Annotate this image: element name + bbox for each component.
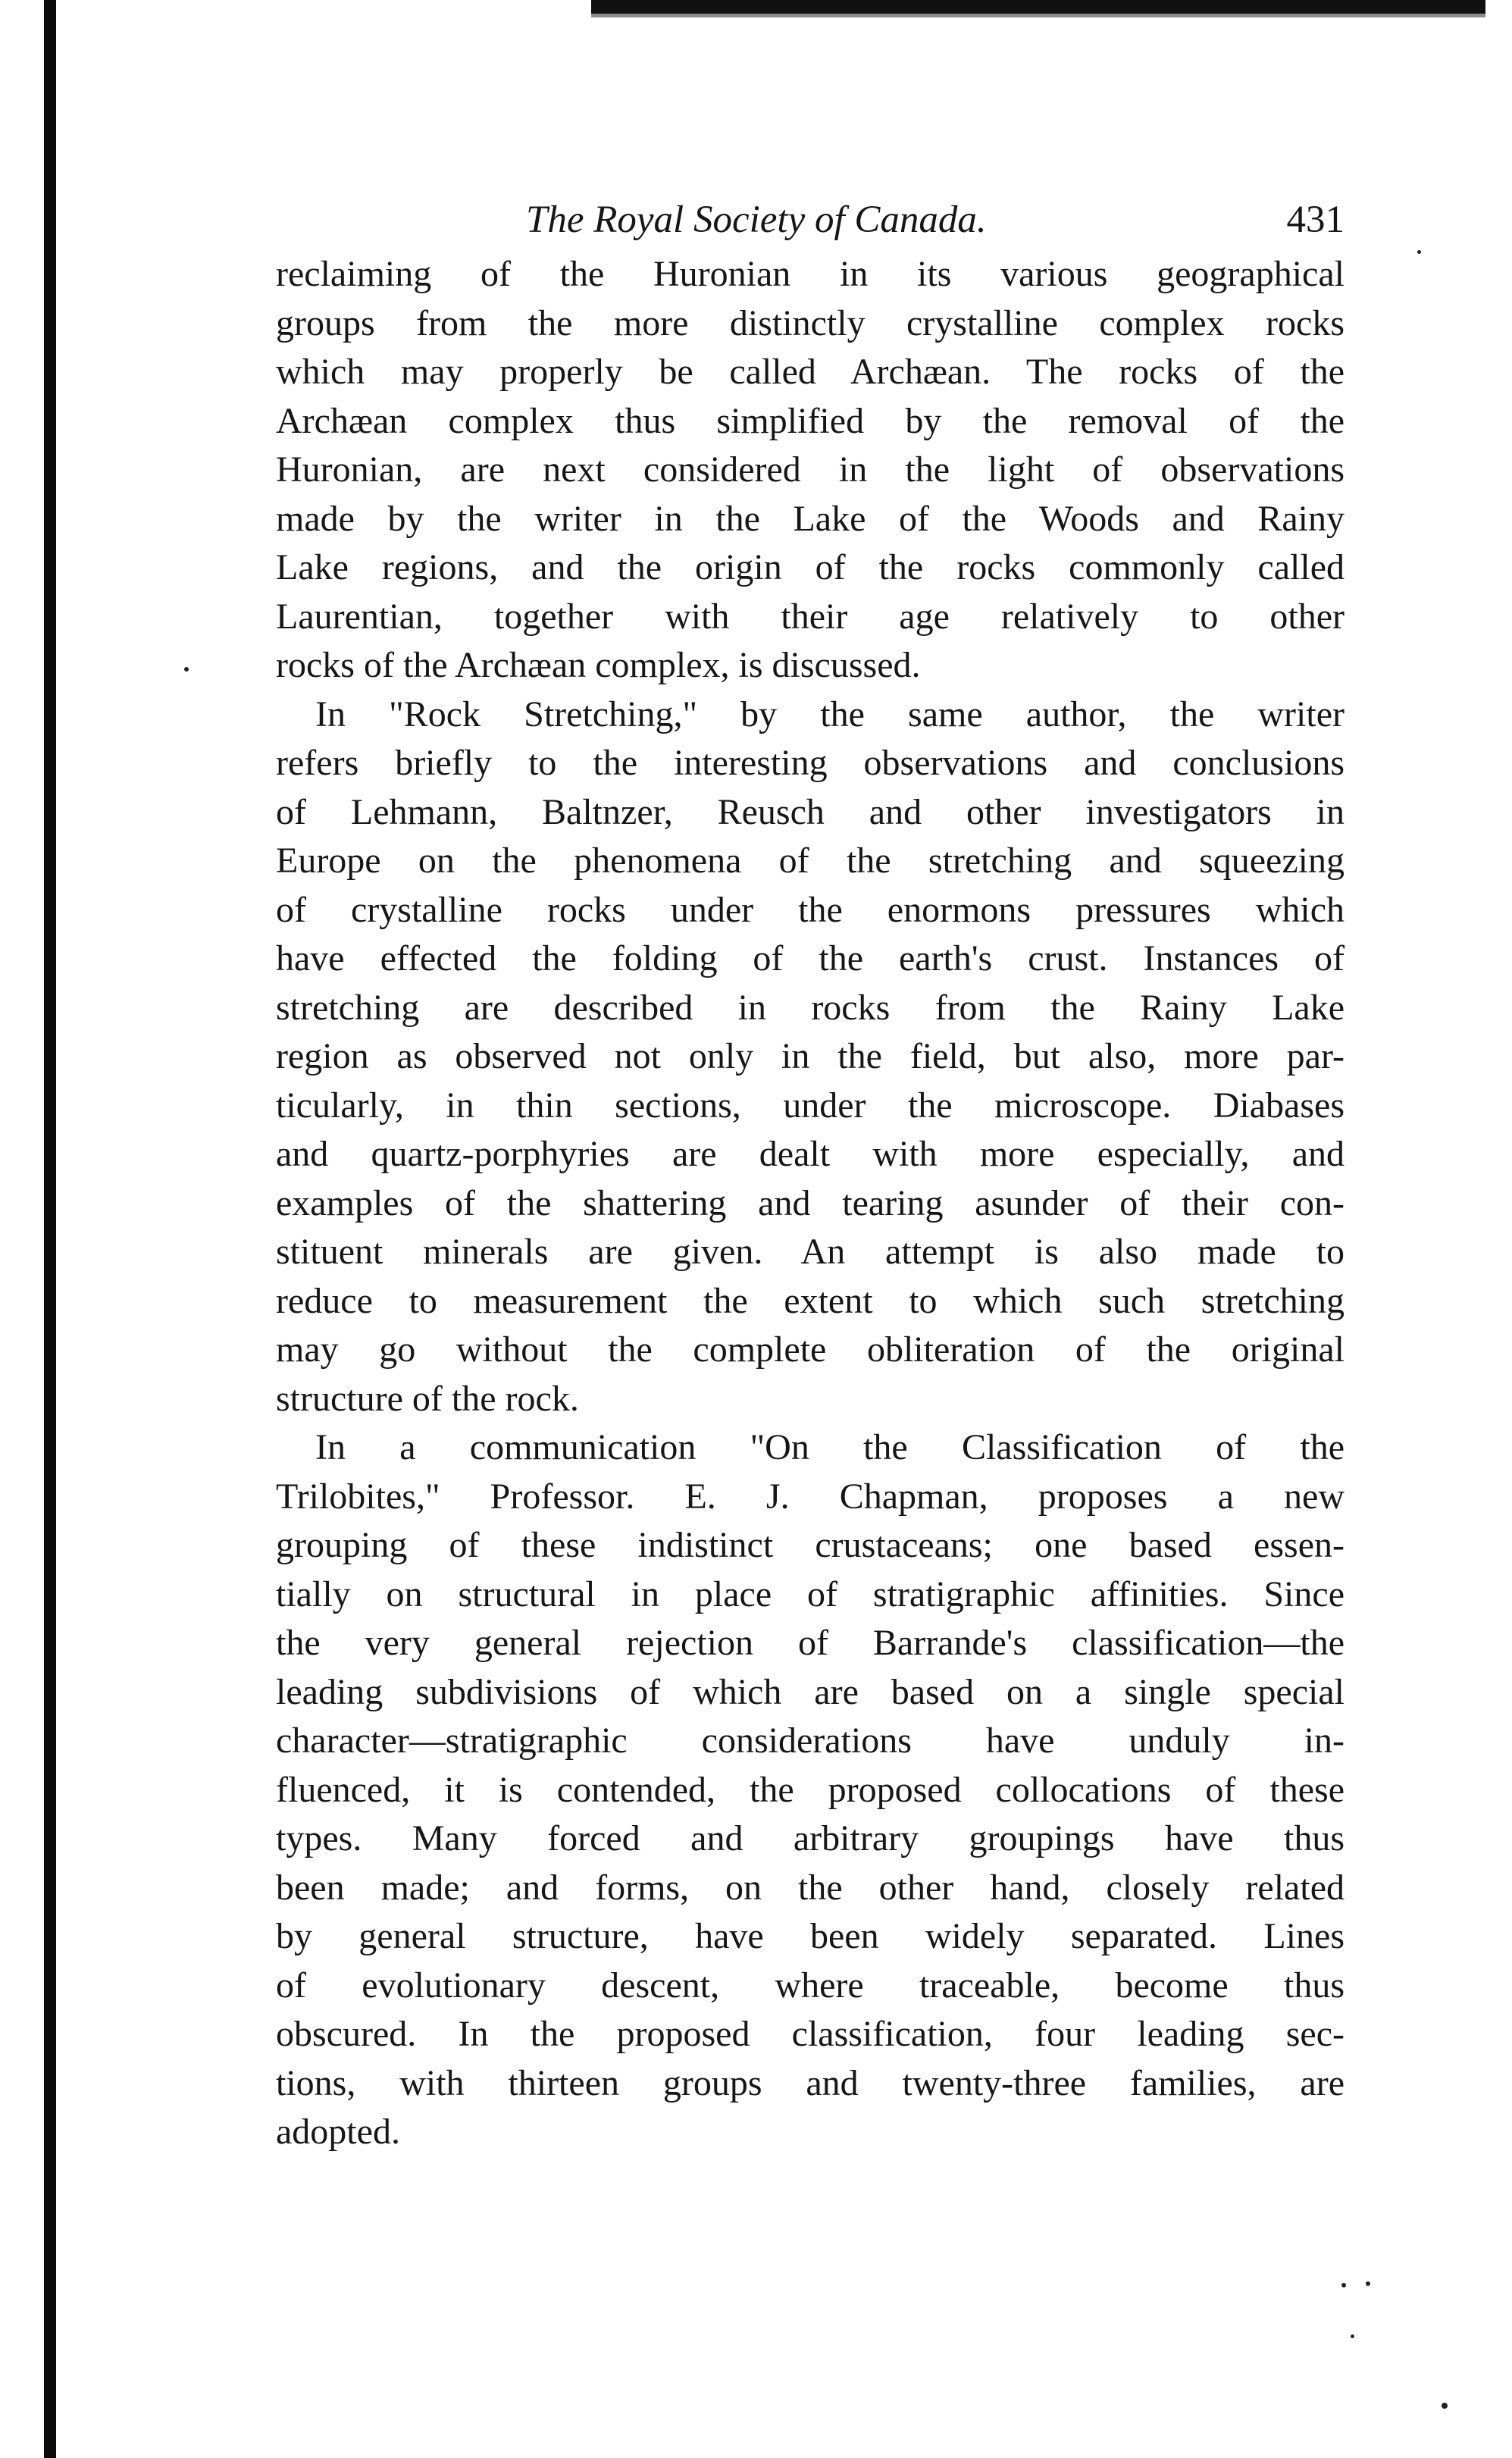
text-line: reduce to measurement the extent to which such stretching (276, 1280, 1345, 1321)
text-line: the very general rejection of Barrande's classification—the (276, 1623, 1345, 1663)
text-line: reclaiming of the Huronian in its various geographical (276, 254, 1345, 294)
text-line: Archæan complex thus simplified by the removal of the (276, 400, 1345, 441)
text-line: In "Rock Stretching," by the same author, the writer (315, 694, 1345, 734)
scan-speck (184, 667, 189, 672)
text-line: leading subdivisions of which are based on a single special (276, 1671, 1345, 1712)
text-line: Huronian, are next considered in the light of observations (276, 449, 1345, 490)
text-line: which may properly be called Archæan. The rocks of the (276, 352, 1345, 392)
text-line: structure of the rock. (276, 1378, 579, 1419)
text-line: stituent minerals are given. An attempt is also made to (276, 1232, 1345, 1272)
text-line: Lake regions, and the origin of the rocks commonly called (276, 547, 1345, 587)
text-line: region as observed not only in the field, but also, more par- (276, 1036, 1345, 1076)
running-title: The Royal Society of Canada. (526, 199, 987, 241)
scan-speck (1351, 2334, 1354, 2338)
scan-speck (1341, 2283, 1346, 2287)
scan-speck (1366, 2281, 1370, 2286)
text-line: obscured. In the proposed classification, four leading sec- (276, 2014, 1345, 2054)
text-line: made by the writer in the Lake of the Woods and Rainy (276, 498, 1345, 539)
paragraph-2 (276, 690, 1345, 1424)
text-line: ticularly, in thin sections, under the microscope. Diabases (276, 1085, 1345, 1126)
page-content (276, 189, 1345, 2157)
text-line: examples of the shattering and tearing asunder of their con- (276, 1182, 1345, 1223)
text-line: fluenced, it is contended, the proposed collocations of these (276, 1769, 1345, 1810)
text-line: Trilobites," Professor. E. J. Chapman, proposes a new (276, 1476, 1345, 1517)
text-line: and quartz-porphyries are dealt with more especially, and (276, 1134, 1345, 1174)
binding-edge (44, 0, 56, 2458)
text-line: may go without the complete obliteration of the original (276, 1329, 1345, 1370)
text-line: adopted. (276, 2112, 400, 2152)
text-line: refers briefly to the interesting observations and conclusions (276, 743, 1345, 783)
text-line: rocks of the Archæan complex, is discussed. (276, 645, 921, 685)
page-header (276, 189, 1345, 250)
text-line: of crystalline rocks under the enormons pressures which (276, 889, 1345, 930)
text-line: have effected the folding of the earth's crust. Instances of (276, 938, 1345, 979)
text-line: types. Many forced and arbitrary groupings have thus (276, 1818, 1345, 1858)
top-rule (591, 0, 1485, 14)
text-line: tially on structural in place of stratigraphic affinities. Since (276, 1573, 1345, 1614)
text-line: of Lehmann, Baltnzer, Reusch and other investigators in (276, 791, 1345, 832)
text-line: In a communication "On the Classification of the (315, 1427, 1345, 1467)
top-rule-thin (591, 14, 1485, 17)
scan-speck (1417, 250, 1421, 254)
paragraph-1 (276, 250, 1345, 690)
text-line: grouping of these indistinct crustaceans; one based essen- (276, 1525, 1345, 1565)
text-line: tions, with thirteen groups and twenty-three families, are (276, 2062, 1345, 2103)
page-number: 431 (1286, 199, 1345, 241)
text-line: by general structure, have been widely separated. Lines (276, 1916, 1345, 1956)
text-line: Laurentian, together with their age relatively to other (276, 596, 1345, 637)
text-line: character—stratigraphic considerations have unduly in- (276, 1721, 1345, 1761)
text-line: been made; and forms, on the other hand, closely related (276, 1867, 1345, 1908)
text-line: Europe on the phenomena of the stretching and squeezing (276, 841, 1345, 881)
paragraph-3 (276, 1423, 1345, 2157)
text-line: of evolutionary descent, where traceable, become thus (276, 1965, 1345, 2006)
scan-speck (1442, 2403, 1448, 2409)
text-line: groups from the more distinctly crystalline complex rocks (276, 302, 1345, 343)
text-line: stretching are described in rocks from the Rainy Lake (276, 987, 1345, 1028)
